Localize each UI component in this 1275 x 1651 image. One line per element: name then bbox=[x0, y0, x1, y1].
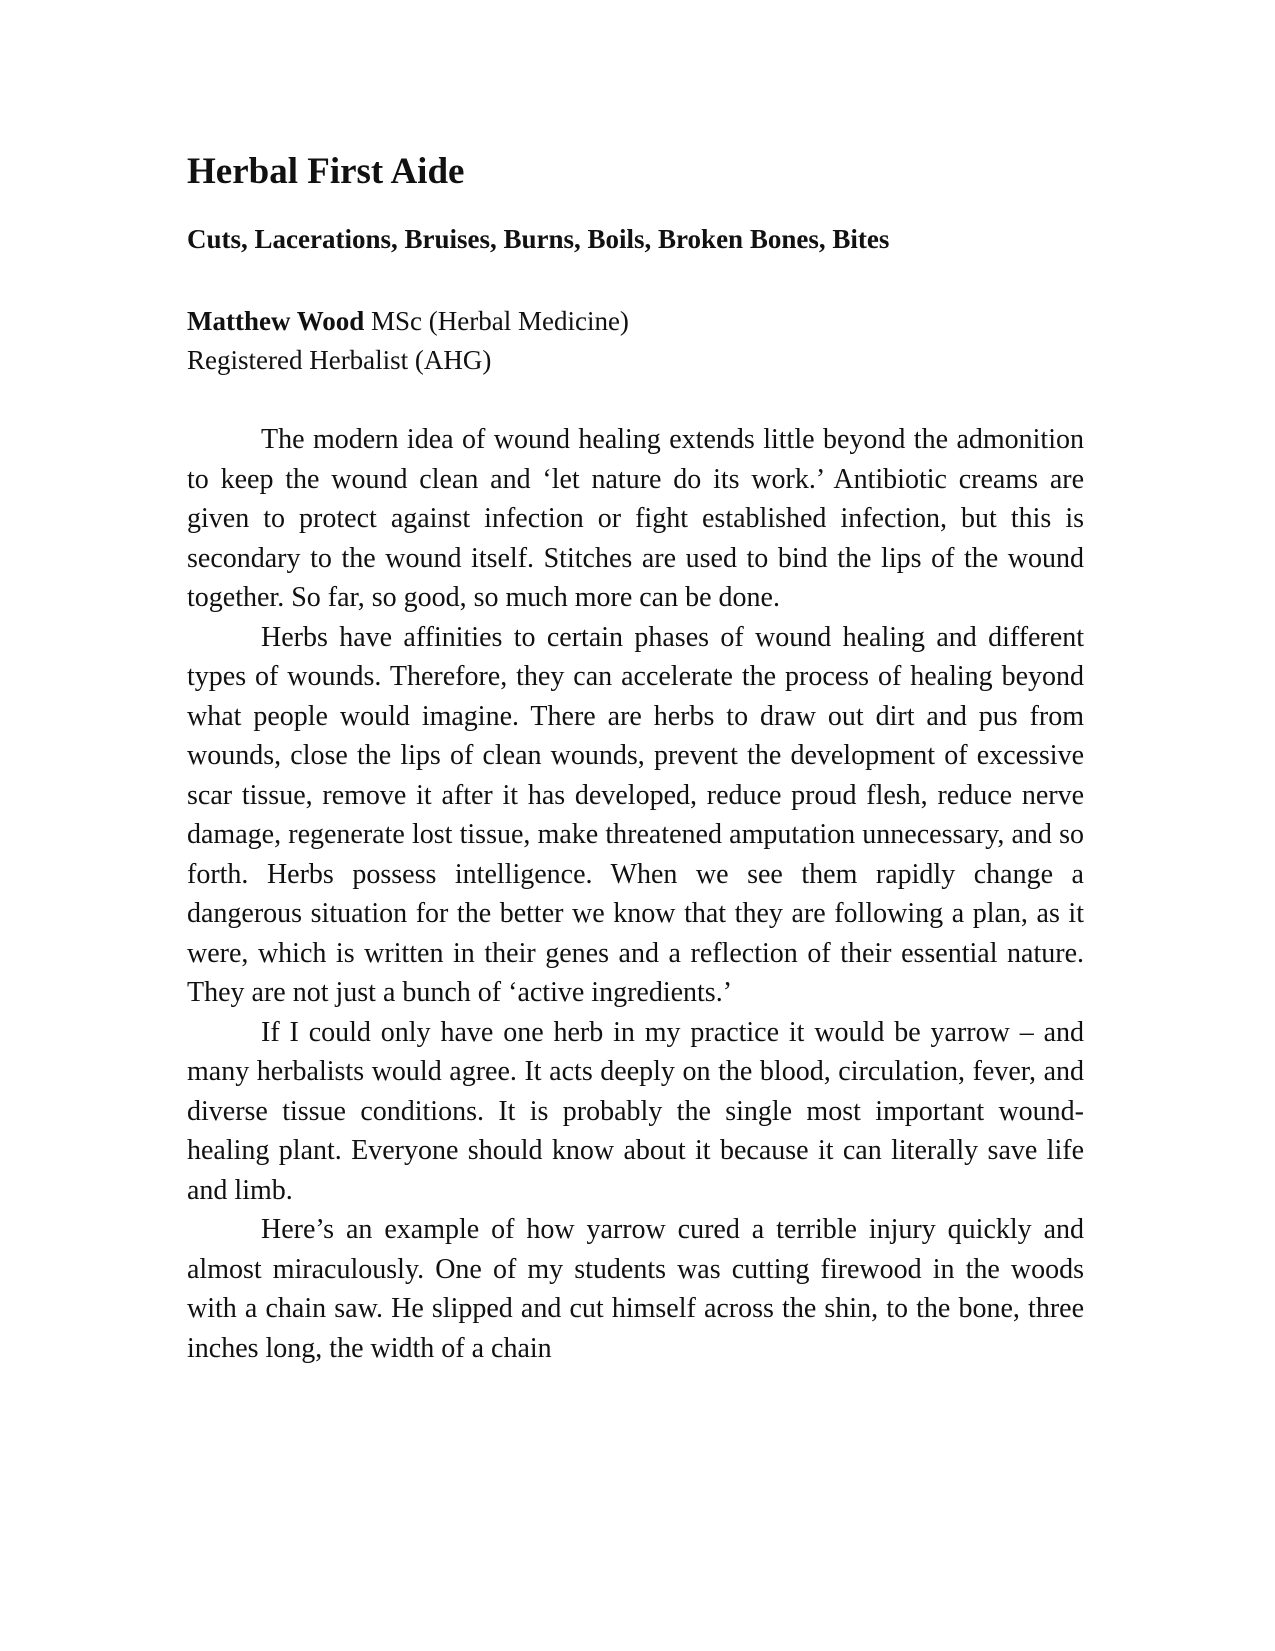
body-text bbox=[187, 420, 1084, 1368]
author-block bbox=[187, 302, 629, 380]
author-degree: MSc (Herbal Medicine) bbox=[364, 306, 629, 336]
author-line bbox=[187, 302, 629, 341]
paragraph: The modern idea of wound healing extends little beyond the admonition to keep the wound clean and ‘let nature do its work.’ Antibiotic creams are given to protect against infection or fight established infection, but this is secondary to the wound itself. Stitches are used to bind the lips of the wound together. So far, so good, so much more can be done. bbox=[187, 424, 1084, 613]
paragraph: If I could only have one herb in my practice it would be yarrow – and many herbalists would agree. It acts deeply on the blood, circulation, fever, and diverse tissue conditions. It is probably the single most important wound-healing plant. Everyone should know about it because it can literally save life and limb. bbox=[187, 1016, 1084, 1206]
paragraph: Herbs have affinities to certain phases of wound healing and different types of wounds. Therefore, they can accelerate the process of healing beyond what people would imagine. There are herbs to draw out dirt and pus from wounds, close the lips of clean wounds, prevent the development of excessive scar tissue, remove it after it has developed, reduce proud flesh, reduce nerve damage, regenerate lost tissue, make threatened amputation unnecessary, and so forth. Herbs possess intelligence. When we see them rapidly change a dangerous situation for the better we know that they are following a plan, as it were, which is written in their genes and a reflection of their essential nature. They are not just a bunch of ‘active ingredients.’ bbox=[187, 621, 1084, 1008]
document-title: Herbal First Aide bbox=[187, 151, 465, 192]
author-credential: Registered Herbalist (AHG) bbox=[187, 345, 492, 375]
document-subtitle: Cuts, Lacerations, Bruises, Burns, Boils, Broken Bones, Bites bbox=[187, 224, 890, 254]
author-name: Matthew Wood bbox=[187, 306, 365, 336]
paragraph: Here’s an example of how yarrow cured a terrible injury quickly and almost miraculously. One of my students was cutting firewood in the woods with a chain saw. He slipped and cut himself across the shin, to the bone, three inches long, the width of a chain bbox=[187, 1214, 1084, 1364]
